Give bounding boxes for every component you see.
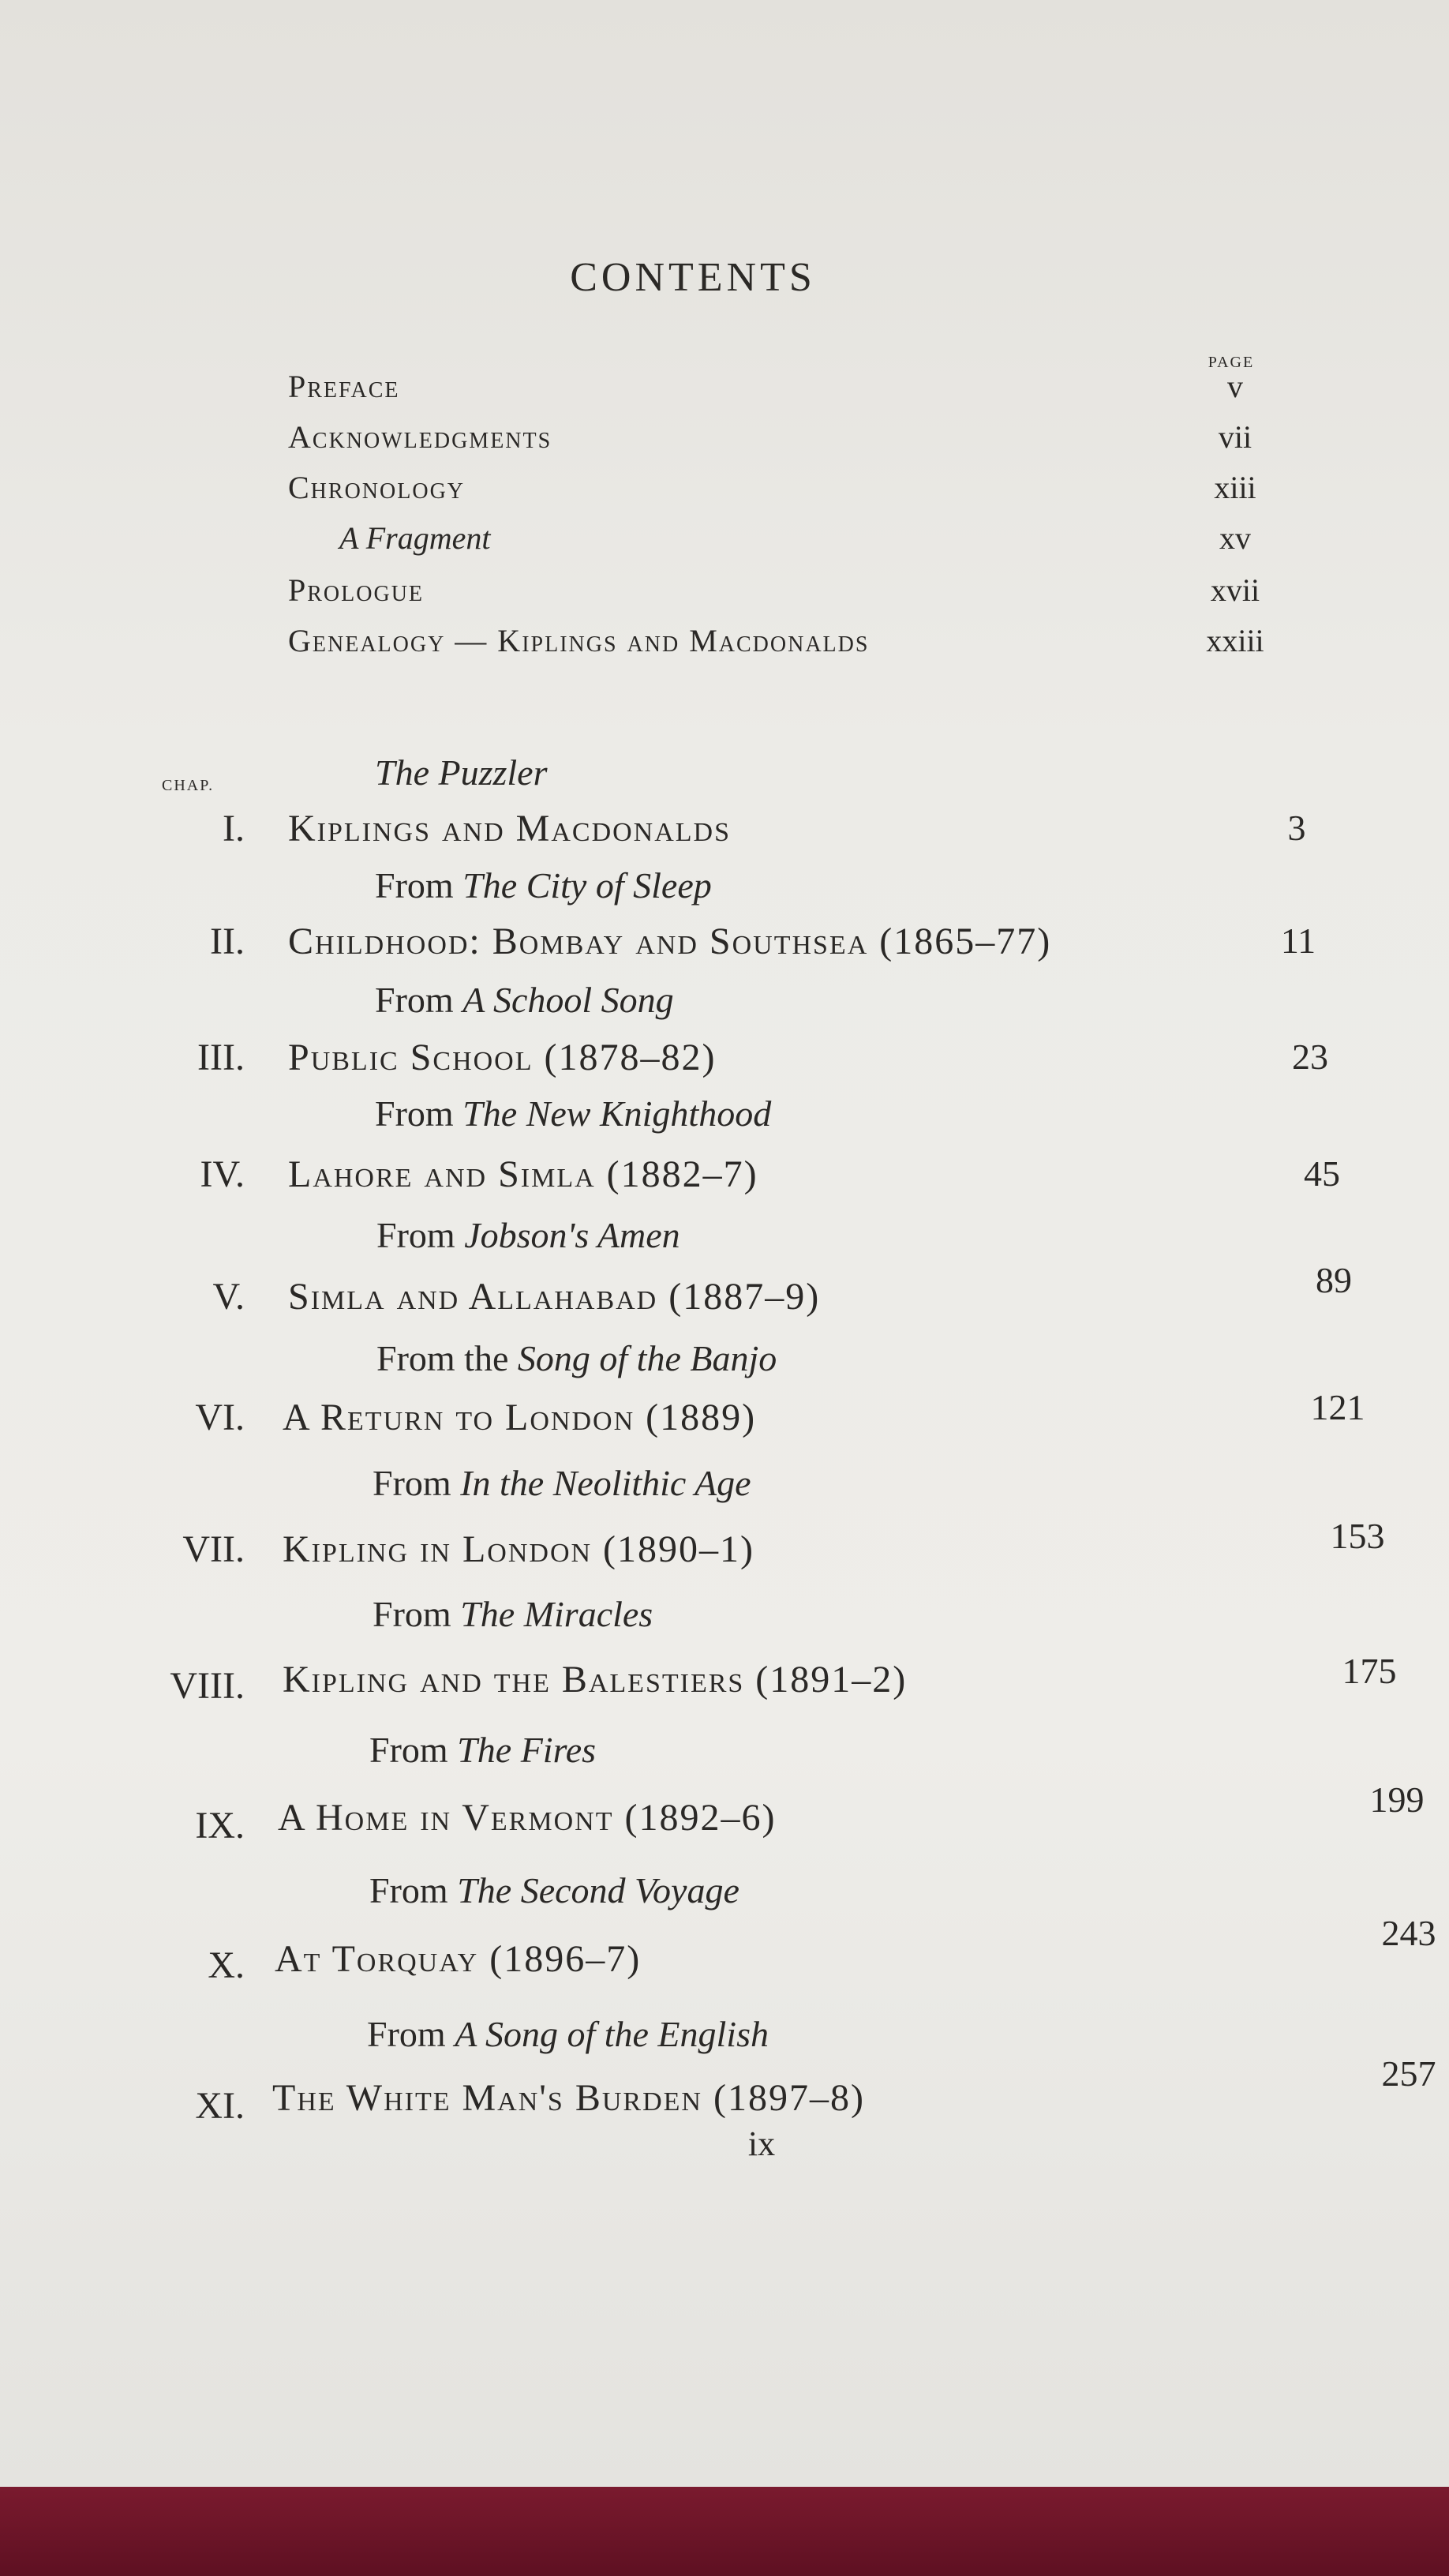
front-matter-entry bbox=[288, 418, 1314, 466]
chapter-number: X. bbox=[208, 1944, 245, 1986]
chapter-number: VII. bbox=[182, 1528, 245, 1570]
epigraph-title: The Second Voyage bbox=[457, 1870, 739, 1910]
front-matter-title: Genealogy — Kiplings and Macdonalds bbox=[288, 623, 870, 658]
front-matter-page: xxiii bbox=[1206, 623, 1264, 658]
chapter-page: 89 bbox=[1316, 1260, 1352, 1300]
epigraph-title: A School Song bbox=[462, 980, 674, 1020]
chapter-title: Lahore and Simla (1882–7) bbox=[288, 1153, 758, 1195]
epigraph-title: In the Neolithic Age bbox=[460, 1463, 751, 1503]
chapter-epigraph bbox=[373, 1462, 751, 1504]
chapter-number: IV. bbox=[200, 1153, 245, 1195]
contents-heading: CONTENTS bbox=[570, 255, 816, 300]
front-matter-entry bbox=[288, 572, 1314, 619]
chapter-entry bbox=[79, 920, 1405, 975]
chapter-epigraph bbox=[369, 1869, 739, 1911]
epigraph-prefix: From bbox=[376, 1215, 465, 1255]
epigraph-prefix: From bbox=[375, 865, 463, 906]
chapter-title: Simla and Allahabad (1887–9) bbox=[288, 1276, 821, 1318]
chapter-page: 11 bbox=[1280, 921, 1316, 961]
chapter-title: At Torquay (1896–7) bbox=[275, 1938, 642, 1980]
chapter-epigraph bbox=[375, 752, 548, 793]
chapter-epigraph bbox=[375, 1093, 771, 1134]
chapter-page: 257 bbox=[1381, 2053, 1436, 2094]
chapter-entry bbox=[79, 1913, 1436, 1999]
front-matter-title: Acknowledgments bbox=[288, 419, 552, 455]
front-matter-page: xvii bbox=[1210, 572, 1260, 608]
front-matter-page: xv bbox=[1219, 520, 1251, 556]
chapter-number: I. bbox=[223, 808, 245, 849]
chapter-title: The White Man's Burden (1897–8) bbox=[272, 2077, 865, 2119]
chapter-number: IX. bbox=[195, 1805, 245, 1847]
epigraph-title: The Puzzler bbox=[375, 752, 548, 793]
chapter-page: 153 bbox=[1330, 1516, 1385, 1556]
chapter-column-label: CHAP. bbox=[162, 777, 215, 794]
front-matter-title: Chronology bbox=[288, 470, 466, 505]
book-cover-edge bbox=[0, 2487, 1449, 2576]
epigraph-title: Song of the Banjo bbox=[517, 1338, 777, 1378]
chapter-epigraph bbox=[376, 1214, 680, 1256]
front-matter-entry bbox=[288, 368, 1314, 415]
chapter-title: A Return to London (1889) bbox=[283, 1397, 757, 1438]
chapter-entry bbox=[79, 1779, 1425, 1859]
epigraph-prefix: From the bbox=[376, 1338, 518, 1378]
front-matter-title: Preface bbox=[288, 369, 400, 404]
chapter-page: 121 bbox=[1310, 1387, 1365, 1427]
chapter-entry bbox=[79, 1153, 1405, 1208]
front-matter-page: vii bbox=[1218, 419, 1252, 455]
front-matter-entry bbox=[288, 519, 1314, 567]
chapter-number: II. bbox=[210, 921, 245, 962]
page-column-label: PAGE bbox=[1208, 354, 1255, 371]
chapter-page: 199 bbox=[1369, 1779, 1425, 1820]
chapter-title: Kipling in London (1890–1) bbox=[283, 1528, 755, 1570]
chapter-epigraph bbox=[376, 1337, 777, 1379]
chapter-number: VIII. bbox=[170, 1665, 245, 1707]
chapter-number: VI. bbox=[195, 1397, 245, 1438]
chapter-title: Childhood: Bombay and Southsea (1865–77) bbox=[288, 921, 1052, 962]
chapter-entry bbox=[79, 1260, 1405, 1330]
chapter-entry bbox=[79, 1387, 1405, 1451]
chapter-epigraph bbox=[375, 864, 712, 906]
chapter-entry bbox=[79, 807, 1405, 862]
epigraph-prefix: From bbox=[369, 1870, 458, 1910]
epigraph-title: The City of Sleep bbox=[462, 865, 712, 906]
front-matter-page: xiii bbox=[1214, 470, 1256, 505]
chapter-title: A Home in Vermont (1892–6) bbox=[278, 1797, 777, 1839]
chapter-page: 243 bbox=[1381, 1913, 1436, 1953]
chapter-epigraph bbox=[369, 1729, 596, 1771]
chapter-entry bbox=[79, 1651, 1405, 1719]
chapter-entry bbox=[79, 1516, 1405, 1583]
chapter-page: 45 bbox=[1304, 1153, 1340, 1194]
front-matter-page: v bbox=[1227, 369, 1243, 404]
epigraph-prefix: From bbox=[369, 1730, 458, 1770]
epigraph-prefix: From bbox=[375, 980, 463, 1020]
chapter-number: XI. bbox=[195, 2085, 245, 2127]
chapter-number: III. bbox=[197, 1037, 245, 1078]
chapter-number: V. bbox=[212, 1276, 245, 1318]
epigraph-prefix: From bbox=[373, 1463, 461, 1503]
chapter-page: 3 bbox=[1287, 808, 1306, 848]
chapter-title: Public School (1878–82) bbox=[288, 1037, 717, 1078]
epigraph-title: The Miracles bbox=[460, 1594, 653, 1634]
front-matter-entry bbox=[288, 622, 1314, 669]
epigraph-prefix: From bbox=[367, 2014, 455, 2054]
epigraph-prefix: From bbox=[375, 1093, 463, 1134]
front-matter-title: A Fragment bbox=[339, 520, 491, 556]
chapter-title: Kiplings and Macdonalds bbox=[288, 808, 732, 849]
chapter-epigraph bbox=[373, 1593, 653, 1635]
epigraph-title: The New Knighthood bbox=[462, 1093, 772, 1134]
chapter-page: 175 bbox=[1342, 1651, 1397, 1691]
chapter-entry bbox=[79, 1036, 1405, 1091]
epigraph-title: A Song of the English bbox=[455, 2014, 769, 2054]
chapter-epigraph bbox=[367, 2013, 769, 2055]
page-folio: ix bbox=[747, 2124, 776, 2163]
front-matter-entry bbox=[288, 469, 1314, 516]
epigraph-prefix: From bbox=[373, 1594, 461, 1634]
chapter-epigraph bbox=[375, 979, 674, 1021]
epigraph-title: Jobson's Amen bbox=[464, 1215, 680, 1255]
epigraph-title: The Fires bbox=[457, 1730, 597, 1770]
chapter-page: 23 bbox=[1292, 1037, 1328, 1077]
front-matter-title: Prologue bbox=[288, 572, 425, 608]
chapter-title: Kipling and the Balestiers (1891–2) bbox=[283, 1659, 908, 1700]
